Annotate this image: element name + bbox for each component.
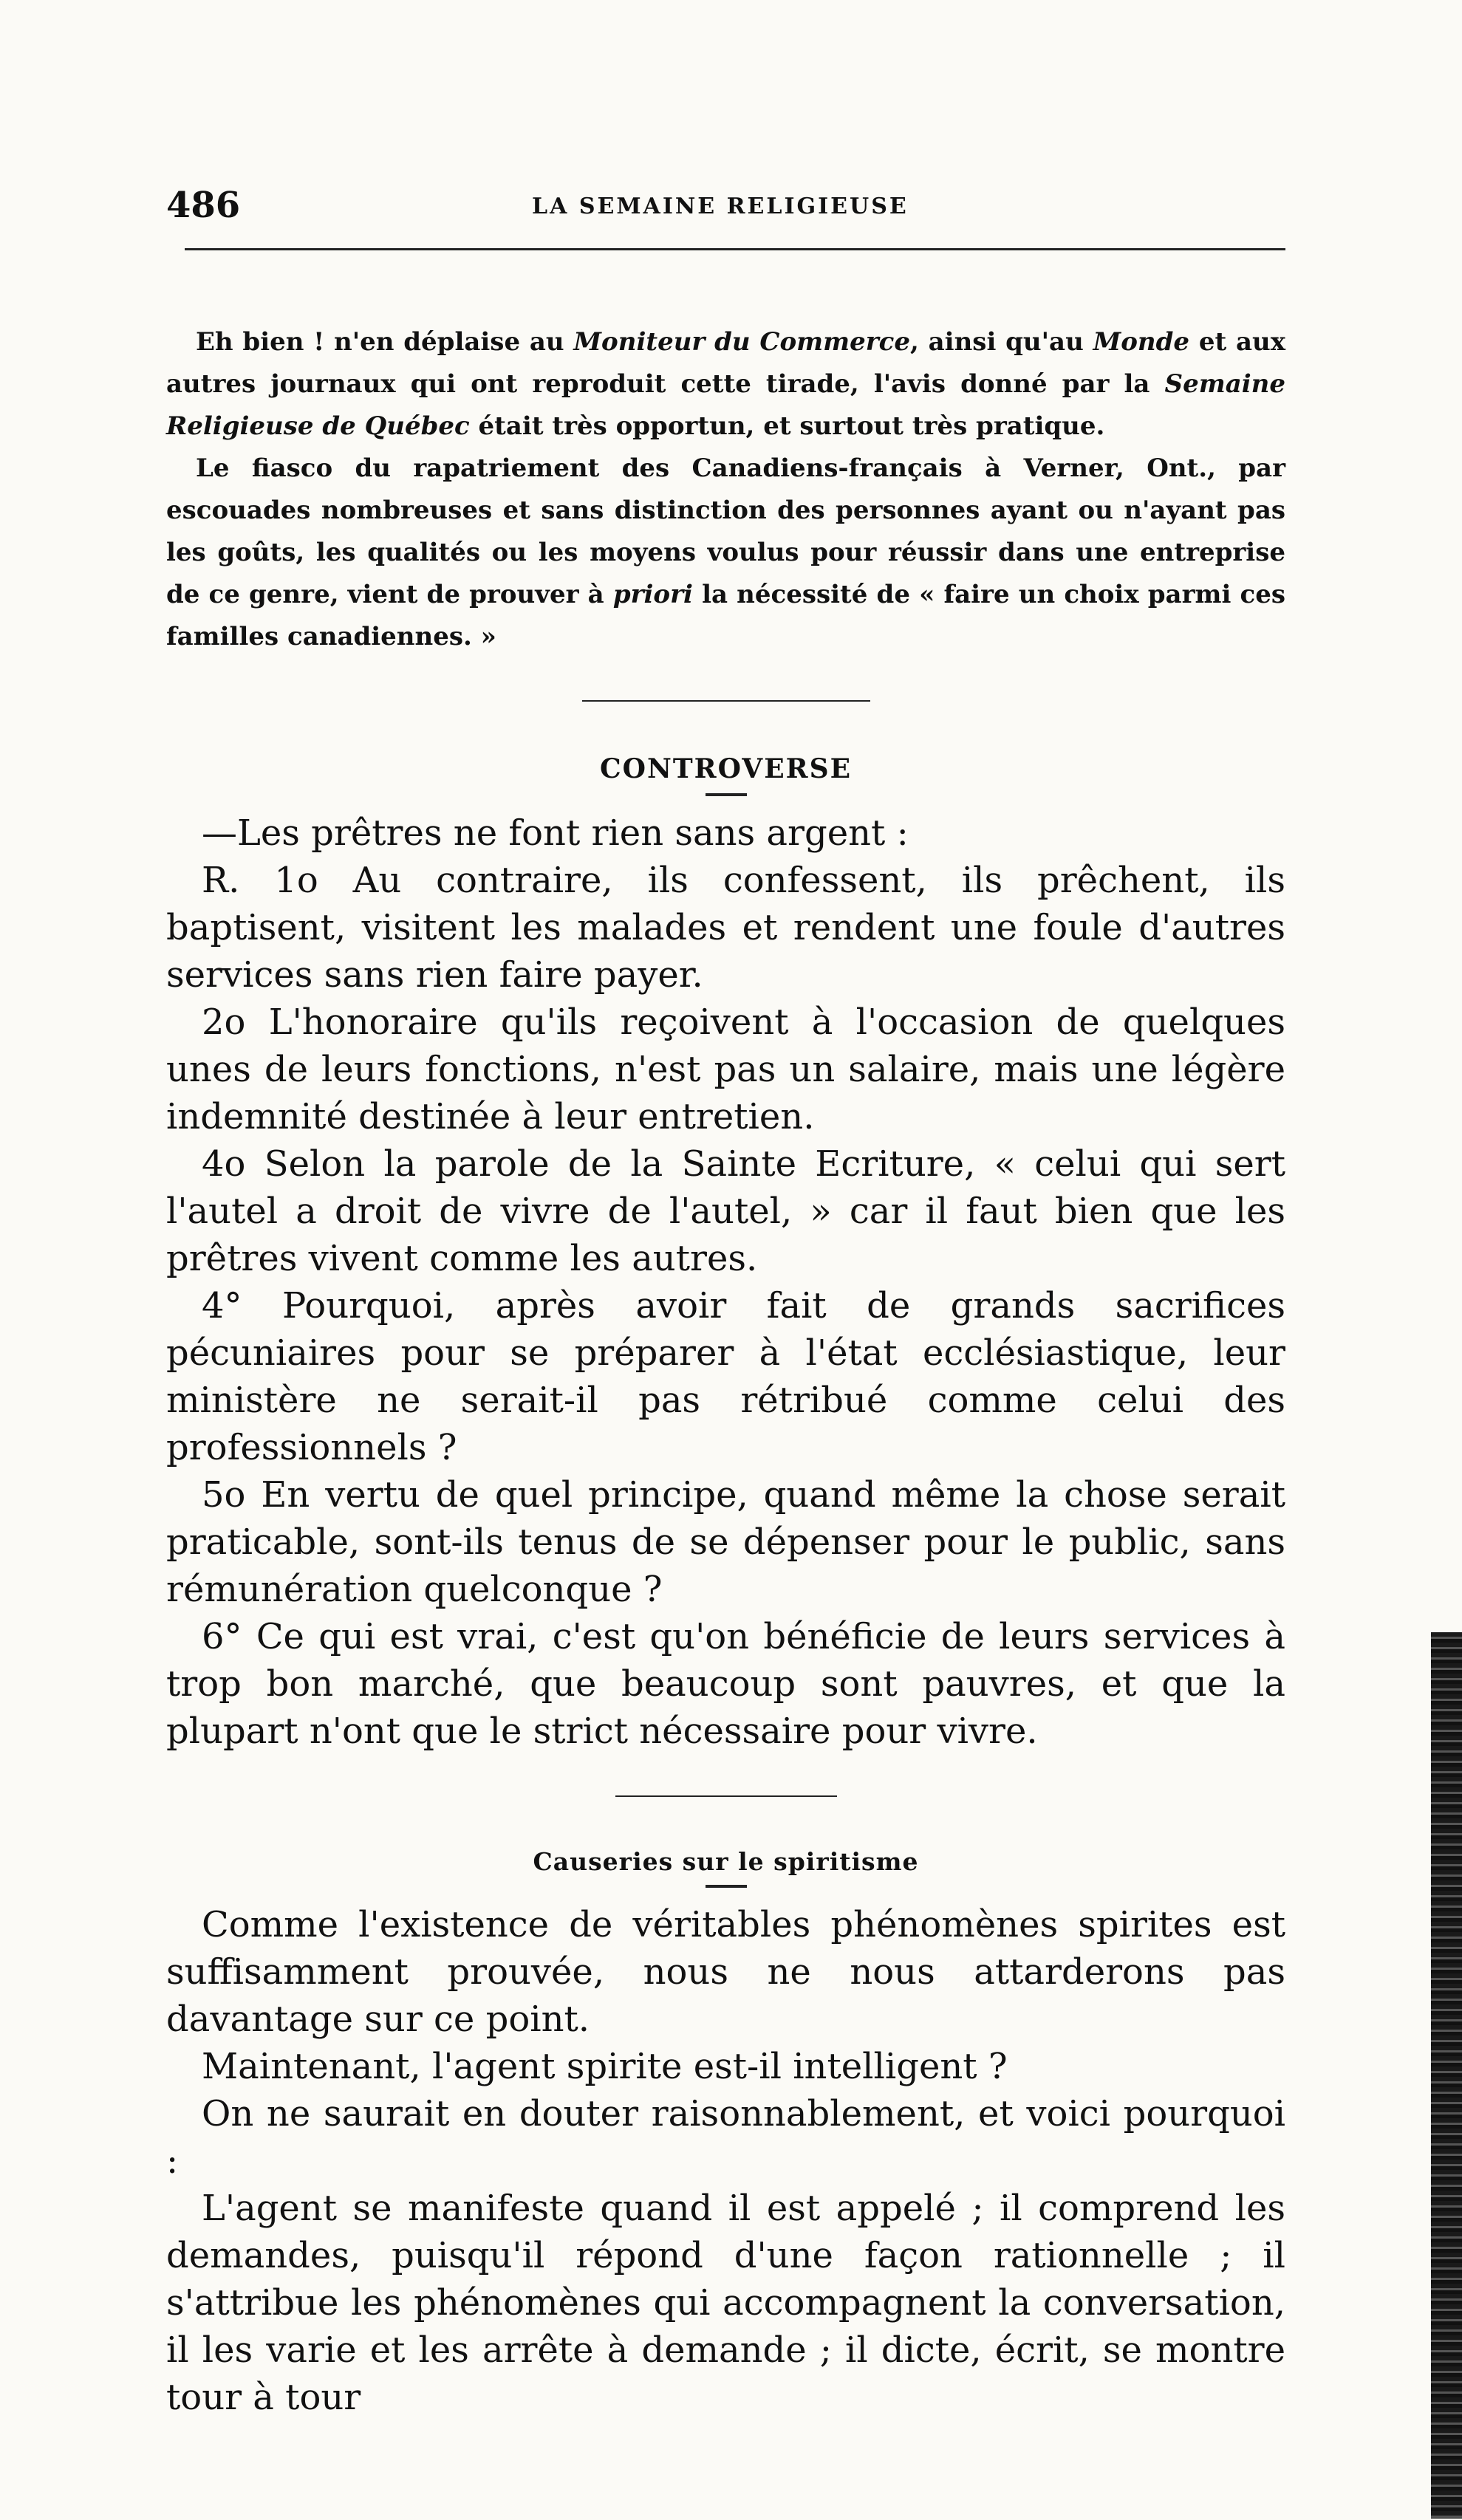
page (166, 185, 1285, 2421)
text-run: , ainsi qu'au (910, 327, 1093, 357)
news-paragraph-2 (166, 448, 1285, 658)
controverse-paragraph: 6° Ce qui est vrai, c'est qu'on bénéficie de leurs services à trop bon marché, que beaucoup sont pauvres, et que la plupart n'ont que le strict nécessaire pour vivre. (166, 1616, 1285, 1752)
section-title-spiritisme: Causeries sur le spiritisme (533, 1847, 919, 1876)
spiritisme-paragraph: On ne saurait en douter raisonnablement, et voici pourquoi : (166, 2093, 1285, 2182)
controverse-paragraph: 4° Pourquoi, après avoir fait de grands sacrifices pécuniaires pour se préparer à l'état ecclésiastique, leur ministère ne serait-il pas rétribué comme celui des professionnels ? (166, 1285, 1285, 1468)
running-title: LA SEMAINE RELIGIEUSE (532, 194, 909, 219)
header-rule (185, 248, 1285, 250)
latin-term: priori (612, 580, 693, 609)
page-number: 486 (166, 185, 241, 226)
section-title-controverse: CONTROVERSE (599, 753, 853, 784)
news-paragraph-1 (166, 229, 1285, 448)
publication-name: Semaine Religieuse de Québec (166, 369, 1285, 441)
page-edge-shadow (1431, 1632, 1462, 2519)
title-dash (706, 793, 747, 796)
controverse-paragraph: 2o L'honoraire qu'ils reçoivent à l'occasion de quelques unes de leurs fonctions, n'est pas un salaire, mais une légère indemnité destinée à leur entretien. (166, 1002, 1285, 1137)
controverse-paragraph: 4o Selon la parole de la Sainte Ecriture, « celui qui sert l'autel a droit de vivre de l'autel, » car il faut bien que les prêtres vivent comme les autres. (166, 1143, 1285, 1279)
spiritisme-paragraph: Comme l'existence de véritables phénomènes spirites est suffisamment prouvée, nous ne nous attarderons pas davantage sur ce point. (166, 1904, 1285, 2040)
section-separator (615, 1795, 837, 1797)
controverse-paragraph: 5o En vertu de quel principe, quand même la chose serait praticable, sont-ils tenus de se dépenser pour le public, sans rémunération quelconque ? (166, 1474, 1285, 1610)
publication-name: Monde (1093, 327, 1190, 357)
text-run: et aux autres journaux qui ont reproduit cette tirade, l'avis donné par la (166, 327, 1286, 399)
controverse-paragraph: R. 1o Au contraire, ils confessent, ils prêchent, ils baptisent, visitent les malades et rendent une foule d'autres services sans rien faire payer. (166, 860, 1285, 996)
text-run: la nécessité de « faire un choix parmi ces familles canadiennes. » (166, 580, 1285, 651)
section-separator (582, 700, 870, 702)
text-run: Le fiasco du rapatriement des Canadiens-français à Verner, Ont., par escouades nombreuses et sans distinction des personnes ayant ou n'ayant pas les goûts, les qualités ou les moyens voulus pour réussir dans une entreprise de ce genre, vient de prouver à (166, 453, 1285, 609)
controverse-paragraph: —Les prêtres ne font rien sans argent : (202, 812, 909, 854)
spiritisme-paragraph: L'agent se manifeste quand il est appelé ; il comprend les demandes, puisqu'il répond d'une façon rationnelle ; il s'attribue les phénomènes qui accompagnent la conversation, il les varie et les arrête à demande ; il dicte, écrit, se montre tour à tour (166, 2188, 1285, 2418)
spiritisme-paragraph: Maintenant, l'agent spirite est-il intelligent ? (202, 2046, 1008, 2087)
title-dash (706, 1885, 747, 1888)
text-run: Eh bien ! n'en déplaise au (196, 327, 574, 357)
publication-name: Moniteur du Commerce (573, 327, 910, 357)
page-header (166, 185, 1285, 229)
text-run: était très opportun, et surtout très pratique. (469, 411, 1105, 441)
